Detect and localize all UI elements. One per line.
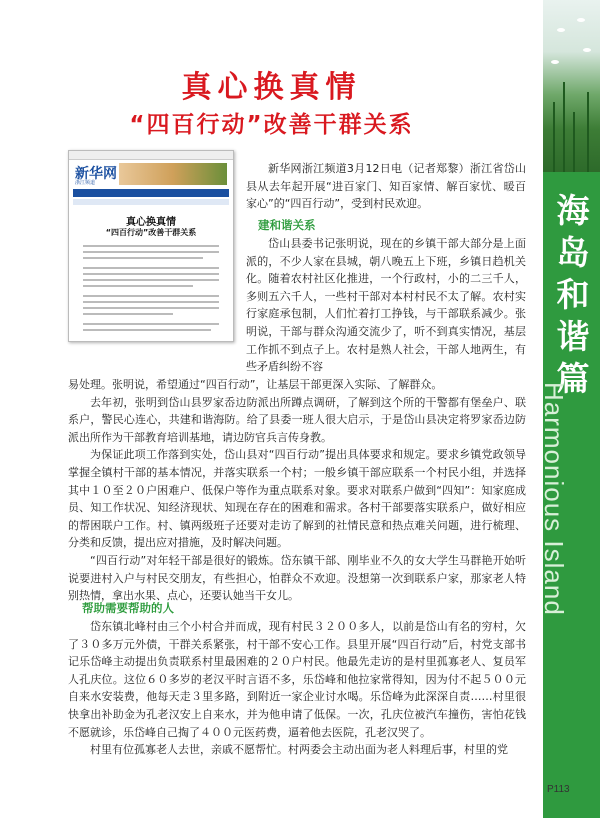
section-title-en: Harmonious Island — [539, 382, 569, 616]
paragraph: 村里有位孤寡老人去世，亲戚不愿帮忙。村两委会主动出面为老人料理后事，村里的党 — [90, 743, 508, 757]
inset-subtitle: “四百行动”改善干群关系 — [105, 228, 197, 237]
web-navbar — [73, 189, 229, 197]
egret-icon — [557, 28, 565, 32]
paragraph: 去年初，张明到岱山县罗家岙边防派出所蹲点调研，了解到这个所的干警都有堡垒户、联系户，警民心连心，共建和谐海防。给了县委一班人很大启示，于是岱山县决定将罗家岙边防派出所作为干部教育培训基地，请边防官兵言传身教。 — [68, 395, 526, 444]
article-title: 真心换真情 — [181, 70, 362, 105]
paragraph: 岱山县委书记张明说，现在的乡镇干部大部分是上面派的，不少人家在县城，朝八晚五上下班，乡镇日趋机关化。随着农村社区化推进，一个行政村，小的二三千人，多则五六千人，一些村干部对本村村民不太了解。农村实行家庭承包制，人们忙着打工挣钱，与干部联系减少。张明说，干部与群众沟通交流少了，听不到真实情况，基层工作抓不到点子上。农村是熟人社会，干部人地两生，有些矛盾纠纷不容 — [246, 237, 526, 374]
paragraph: 易处理。张明说，希望通过“四百行动”，让基层干部更深入实际、了解群众。 — [68, 378, 443, 391]
webpage-screenshot — [68, 150, 234, 342]
paragraph: 为保证此项工作落到实处，岱山县对“四百行动”提出具体要求和规定。要求乡镇党政领导掌握全镇村干部的基本情况，并落实联系一个村；一般乡镇干部应联系一个村民小组，并选择其中１０至２０户困难户、低保户等作为重点联系对象。要求对联系户做到“四知”：知家庭成员、知工作状况、知经济现状、知现在存在的困难和需求。各村干部要落实联系户，做好相应的帮困联户工作。村、镇两级班子还要对走访了解到的社情民意和热点难关问题，进行梳理、分类和反馈，提出应对措施，及时解决问题。 — [68, 448, 526, 550]
subhead-help-people: 帮助需要帮助的人 — [82, 601, 174, 615]
web-banner — [119, 163, 227, 185]
text-column-right — [246, 160, 526, 213]
logo-subtitle: 浙江频道 — [75, 180, 96, 186]
text-column-full — [68, 376, 526, 605]
paragraph: 岱东镇北峰村由三个小村合并而成，现有村民３２００多人，以前是岱山有名的穷村，欠了３０多万元外债，干群关系紧张，村干部不安心工作。县里开展“四百行动”后，村党支部书记乐岱峰主动提出负责联系村里最困难的２０户村民。他最先走访的是村里孤寡老人、复员军人孔庆位。这位６０多岁的老汉平时言语不多，乐岱峰和他拉家常得知，因为付不起５００元自来水安装费，他每天走３里多路，到附近一家企业讨水喝。乐岱峰为此深深自责……村里很快拿出补助金为孔老汉安上自来水，并为他申请了低保。一次，孔庆位被汽车撞伤，害怕花钱不愿就诊，乐岱峰自己掏了４００元医药费，逼着他去医院，孔老汉哭了。 — [68, 620, 526, 739]
text-column-full-2 — [68, 618, 526, 759]
article-subtitle: “四百行动”改善干群关系 — [129, 112, 414, 138]
web-subnav — [73, 199, 229, 205]
section-title-cn: 海岛和谐篇 — [556, 191, 590, 398]
lead-paragraph: 新华网浙江频道3月12日电（记者郑黎）浙江省岱山县从去年起开展“进百家门、知百家情、解百家忧、暖百家心”的“四百行动”，受到村民欢迎。 — [246, 162, 526, 211]
xinhua-logo: 新华网 — [75, 165, 117, 181]
egret-icon — [583, 48, 591, 52]
subhead-build-harmony: 建和谐关系 — [258, 218, 316, 232]
paragraph: “四百行动”对年轻干部是很好的锻炼。岱东镇干部、刚毕业不久的女大学生马群艳开始听说要进村入户与村民交朋友，有些担心，怕群众不欢迎。没想第一次到联系户家，那家老人特别热情，拿出水果、点心，还要认她当干女儿。 — [68, 553, 526, 603]
egret-icon — [577, 18, 585, 22]
inset-title: 真心换真情 — [126, 217, 176, 228]
egret-icon — [551, 60, 559, 64]
page-number: P113 — [547, 784, 570, 795]
text-column-right-2 — [246, 235, 526, 376]
wetland-photo — [543, 0, 600, 172]
